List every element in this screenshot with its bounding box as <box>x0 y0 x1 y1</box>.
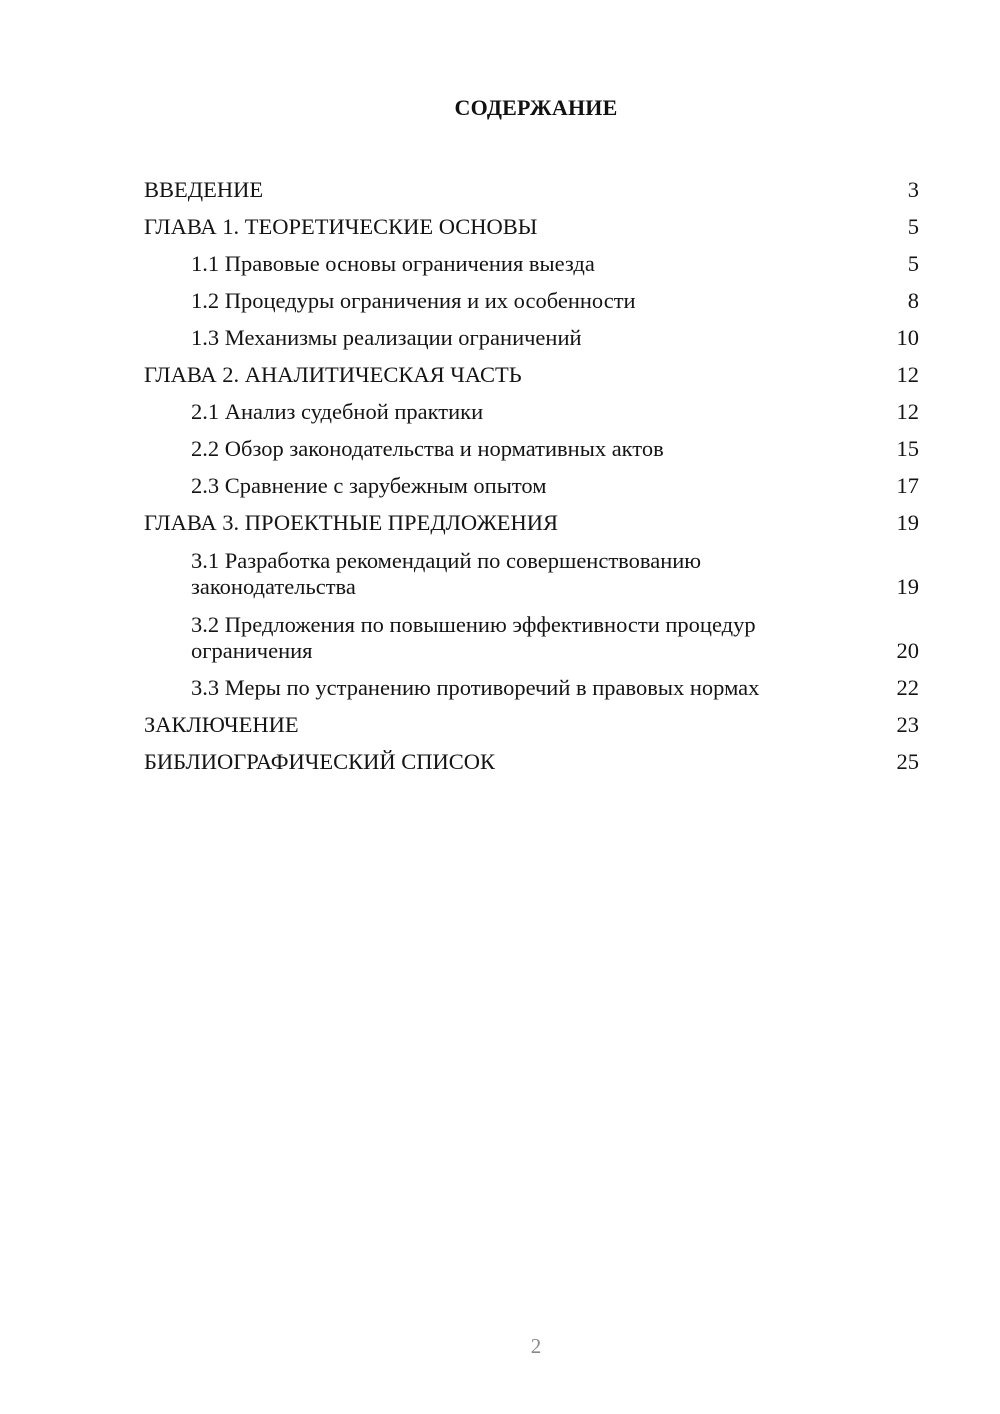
table-of-contents <box>144 166 919 775</box>
toc-entry[interactable] <box>144 499 919 536</box>
toc-entry-text: ГЛАВА 1. ТЕОРЕТИЧЕСКИЕ ОСНОВЫ <box>144 214 538 239</box>
toc-entry[interactable] <box>144 388 919 425</box>
toc-entry[interactable] <box>144 277 919 314</box>
toc-entry-text: 1.3 Механизмы реализации ограничений <box>191 325 582 350</box>
toc-entry[interactable] <box>144 314 919 351</box>
page-number: 2 <box>530 1334 542 1358</box>
toc-entry[interactable] <box>144 600 919 664</box>
toc-entry-page: 25 <box>896 749 919 774</box>
toc-entry-text: 1.2 Процедуры ограничения и их особенности <box>191 288 636 313</box>
toc-entry-page: 8 <box>907 288 919 313</box>
toc-entry-text: 3.3 Меры по устранению противоречий в правовых нормах <box>191 675 760 700</box>
toc-entry-page: 3 <box>907 177 919 202</box>
toc-entry-text: ЗАКЛЮЧЕНИЕ <box>144 712 299 737</box>
toc-entry-page: 19 <box>896 574 919 599</box>
toc-entry-text: ВВЕДЕНИЕ <box>144 177 264 202</box>
toc-entry-page: 12 <box>896 399 919 424</box>
toc-entry-text: 3.2 Предложения по повышению эффективности процедур ограничения <box>191 612 756 663</box>
toc-entry[interactable] <box>144 166 919 203</box>
toc-entry[interactable] <box>144 738 919 775</box>
toc-entry-text: ГЛАВА 3. ПРОЕКТНЫЕ ПРЕДЛОЖЕНИЯ <box>144 510 559 535</box>
toc-entry-text: БИБЛИОГРАФИЧЕСКИЙ СПИСОК <box>144 749 496 774</box>
toc-entry[interactable] <box>144 664 919 701</box>
toc-entry-text: 3.1 Разработка рекомендаций по совершенствованию законодательства <box>191 548 702 599</box>
toc-entry-page: 19 <box>896 510 919 535</box>
toc-entry-page: 5 <box>907 251 919 276</box>
toc-entry-text: 2.2 Обзор законодательства и нормативных актов <box>191 436 664 461</box>
toc-entry-page: 12 <box>896 362 919 387</box>
toc-entry-page: 5 <box>907 214 919 239</box>
toc-entry-page: 15 <box>896 436 919 461</box>
toc-entry[interactable] <box>144 240 919 277</box>
toc-entry-text: 2.3 Сравнение с зарубежным опытом <box>191 473 547 498</box>
toc-entry-page: 10 <box>896 325 919 350</box>
toc-entry[interactable] <box>144 536 919 600</box>
toc-entry-text: 1.1 Правовые основы ограничения выезда <box>191 251 595 276</box>
toc-entry-page: 20 <box>896 638 919 663</box>
toc-entry-text: 2.1 Анализ судебной практики <box>191 399 484 424</box>
toc-entry-page: 22 <box>896 675 919 700</box>
toc-entry[interactable] <box>144 203 919 240</box>
toc-entry[interactable] <box>144 351 919 388</box>
toc-entry-text: ГЛАВА 2. АНАЛИТИЧЕСКАЯ ЧАСТЬ <box>144 362 522 387</box>
toc-entry-page: 23 <box>896 712 919 737</box>
toc-entry[interactable] <box>144 462 919 499</box>
toc-title: СОДЕРЖАНИЕ <box>454 95 618 120</box>
toc-entry[interactable] <box>144 701 919 738</box>
toc-entry-page: 17 <box>896 473 919 498</box>
toc-entry[interactable] <box>144 425 919 462</box>
